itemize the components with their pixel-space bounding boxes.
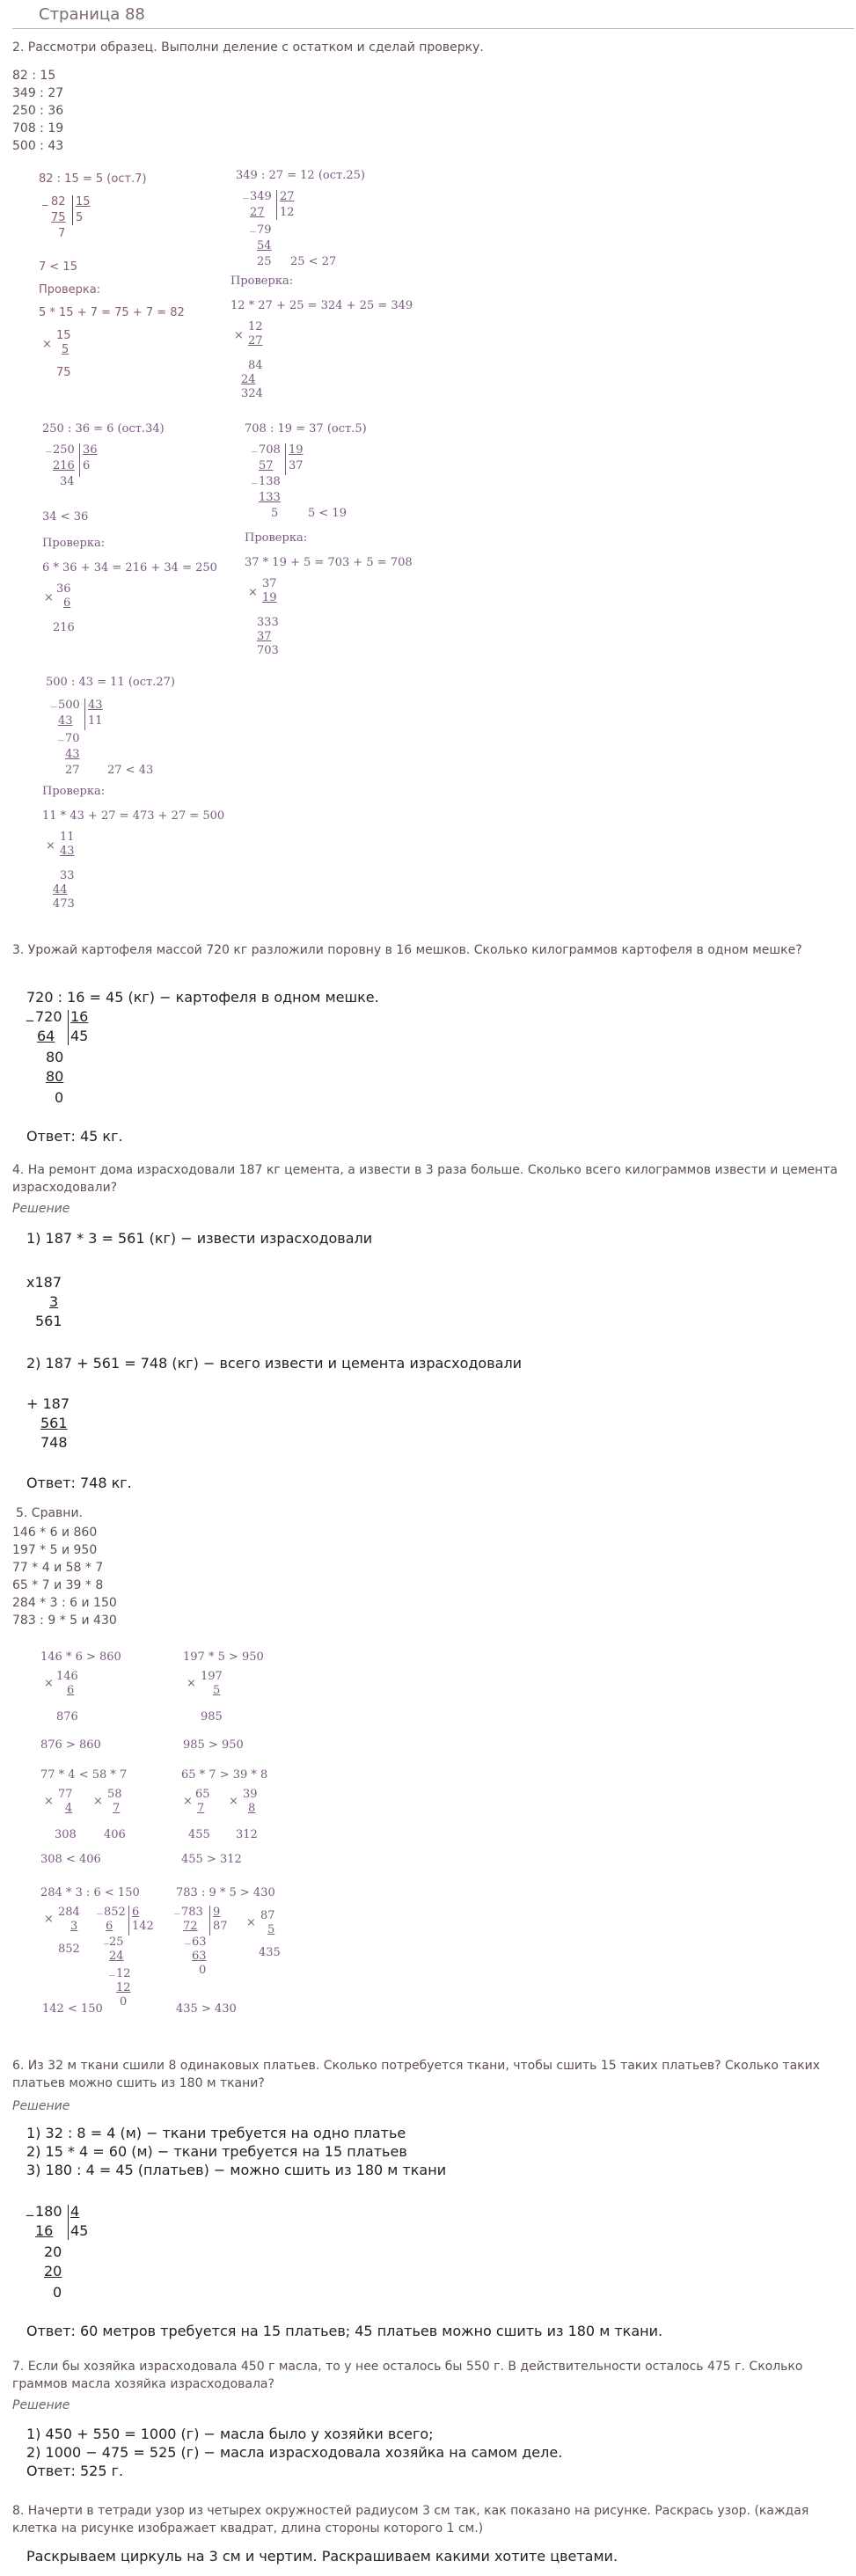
factor: 87 (260, 1909, 275, 1922)
division-bar (72, 195, 73, 225)
dividend: 82 (51, 195, 66, 209)
dividend: 783 (181, 1906, 203, 1919)
quotient: 12 (280, 206, 295, 219)
list-item: 65 * 7 и 39 * 8 (12, 1578, 104, 1592)
step-value: 24 (109, 1950, 124, 1963)
step-line: 3) 180 : 4 = 45 (платьев) − можно сшить из 180 м ткани (26, 2162, 447, 2178)
comparison: 455 > 312 (181, 1853, 242, 1866)
dividend: 708 (259, 443, 281, 457)
check-label: Проверка: (245, 531, 308, 545)
step-value: 12 (116, 1981, 131, 1994)
list-item: 82 : 15 (12, 69, 56, 83)
product: 852 (58, 1943, 80, 1956)
answer-line: Ответ: 525 г. (26, 2463, 124, 2479)
division-bar (84, 699, 85, 730)
step-value: 54 (257, 239, 272, 252)
dividend: 250 (53, 443, 75, 457)
example-title: 349 : 27 = 12 (ост.25) (236, 169, 365, 182)
factor: 3 (70, 1920, 78, 1933)
check-equation: 5 * 15 + 7 = 75 + 7 = 82 (39, 306, 185, 319)
subtrahend: 43 (58, 714, 73, 728)
comparison: 876 > 860 (40, 1738, 101, 1752)
example-title: 250 : 36 = 6 (ост.34) (42, 422, 165, 435)
comparison: 27 < 43 (107, 764, 154, 777)
step-value: 6 (106, 1920, 113, 1933)
divisor: 6 (132, 1906, 140, 1919)
factor: 39 (243, 1788, 258, 1801)
divisor: 43 (88, 699, 103, 712)
step-value: 12 (116, 1967, 131, 1980)
step-value: 80 (46, 1068, 64, 1085)
task6-steps (26, 2124, 446, 2179)
subtrahend: 27 (250, 206, 265, 219)
step-line: 2) 1000 − 475 = 525 (г) − масла израсходовала хозяйка на самом деле. (26, 2444, 563, 2461)
factor: 58 (107, 1788, 122, 1801)
factor: 284 (58, 1906, 80, 1919)
check-equation: 11 * 43 + 27 = 473 + 27 = 500 (42, 809, 225, 823)
quotient: 5 (76, 211, 84, 224)
dividend: 852 (104, 1906, 126, 1919)
factor: 12 (248, 320, 263, 333)
factor: 36 (56, 582, 71, 596)
task7-steps (26, 2425, 562, 2480)
header-divider (12, 28, 854, 29)
example-title: 500 : 43 = 11 (ост.27) (46, 676, 175, 689)
quotient: 45 (70, 1028, 89, 1044)
subtrahend: 75 (51, 211, 66, 224)
divisor: 15 (76, 195, 91, 209)
task2-question: 2. Рассмотри образец. Выполни деление с остатком и сделай проверку. (12, 40, 484, 55)
comparison: 142 < 150 (42, 2002, 103, 2016)
check-label: Проверка: (42, 537, 106, 550)
factor: 77 (58, 1788, 73, 1801)
product: 308 (55, 1828, 77, 1841)
list-item: 500 : 43 (12, 139, 64, 153)
check-label: Проверка: (39, 283, 101, 296)
product: 876 (56, 1710, 78, 1723)
divisor: 27 (280, 190, 295, 203)
step-value: 80 (46, 1049, 64, 1065)
remainder: 27 (65, 764, 80, 777)
product: 455 (188, 1828, 210, 1841)
check-equation: 37 * 19 + 5 = 703 + 5 = 708 (245, 556, 413, 569)
subtrahend: 216 (53, 459, 75, 472)
remainder: 25 (257, 255, 272, 268)
list-item: 708 : 19 (12, 121, 64, 135)
remainder: 5 (271, 507, 279, 520)
task3-line: 720 : 16 = 45 (кг) − картофеля в одном мешке. (26, 989, 379, 1006)
task5-question: 5. Сравни. (16, 1506, 84, 1520)
factor: 5 (213, 1684, 221, 1697)
dividend: 720 (35, 1008, 62, 1025)
partial-product: 44 (53, 883, 68, 896)
division-bar (128, 1906, 129, 1936)
quotient: 87 (213, 1920, 228, 1933)
remainder: 0 (55, 1089, 64, 1106)
step-value: 133 (259, 491, 281, 504)
list-item: 250 : 36 (12, 104, 64, 118)
quotient: 142 (132, 1920, 154, 1933)
remainder: 7 (58, 227, 66, 240)
product: 312 (236, 1828, 258, 1841)
dividend: 500 (58, 699, 80, 712)
subtrahend: 57 (259, 459, 274, 472)
check-label: Проверка: (230, 274, 294, 288)
list-item: 77 * 4 и 58 * 7 (12, 1561, 104, 1575)
product: 216 (53, 621, 75, 634)
factor: 7 (113, 1802, 121, 1815)
divisor: 36 (83, 443, 98, 457)
factor: 15 (56, 329, 71, 342)
task3-question: 3. Урожай картофеля массой 720 кг разложили поровну в 16 мешков. Сколько килограммов картофеля в одном мешке? (12, 943, 802, 957)
step-value: 63 (192, 1950, 207, 1963)
product: 703 (257, 644, 279, 657)
example-title: 708 : 19 = 37 (ост.5) (245, 422, 367, 435)
step-value: 20 (44, 2263, 62, 2280)
task6-question: 6. Из 32 м ткани сшили 8 одинаковых платьев. Сколько потребуется ткани, чтобы сшить 15 таких платьев? Сколько таких платьев можно сшить из 180 м ткани? (12, 2059, 820, 2090)
division-bar (79, 443, 80, 477)
subtrahend: 16 (35, 2222, 54, 2239)
quotient: 6 (83, 459, 91, 472)
list-item: 146 * 6 и 860 (12, 1526, 98, 1540)
step-line: 2) 15 * 4 = 60 (м) − ткани требуется на 15 платьев (26, 2143, 407, 2160)
comparison: 435 > 430 (176, 2002, 237, 2016)
division-bar (68, 1010, 69, 1045)
factor: 4 (65, 1802, 73, 1815)
quotient: 45 (70, 2222, 89, 2239)
product: 473 (53, 897, 75, 911)
task6-answer: Ответ: 60 метров требуется на 15 платьев; 45 платьев можно сшить из 180 м ткани. (26, 2323, 663, 2339)
factor: 197 (201, 1670, 223, 1683)
quotient: 11 (88, 714, 103, 728)
factor: 27 (248, 334, 263, 348)
comparison: 25 < 27 (290, 255, 337, 268)
remainder: 0 (199, 1964, 207, 1977)
task4-solution-label: Решение (12, 1202, 70, 1216)
factor: 6 (67, 1684, 75, 1697)
factor: 146 (56, 1670, 78, 1683)
step-value: 43 (65, 748, 80, 761)
factor: 5 (267, 1923, 275, 1936)
factor: 8 (248, 1802, 256, 1815)
check-equation: 12 * 27 + 25 = 324 + 25 = 349 (230, 299, 413, 312)
dividend: 349 (250, 190, 272, 203)
factor: x187 (26, 1274, 62, 1291)
list-item: 783 : 9 * 5 и 430 (12, 1614, 117, 1628)
factor: 65 (195, 1788, 210, 1801)
division-bar (209, 1906, 210, 1936)
addend: 561 (40, 1415, 68, 1431)
step-value: 63 (192, 1936, 207, 1949)
comparison: 308 < 406 (40, 1853, 101, 1866)
partial-product: 24 (241, 373, 256, 386)
addend: + 187 (26, 1395, 70, 1412)
task4-step1: 1) 187 * 3 = 561 (кг) − извести израсходовали (26, 1230, 373, 1247)
factor: 7 (197, 1802, 205, 1815)
product: 324 (241, 387, 263, 400)
task6-solution-label: Решение (12, 2099, 70, 2113)
partial-product: 84 (248, 359, 263, 372)
compare-title: 783 : 9 * 5 > 430 (176, 1886, 275, 1899)
comparison: 34 < 36 (42, 510, 89, 523)
compare-title: 65 * 7 > 39 * 8 (181, 1768, 268, 1782)
divisor: 4 (70, 2203, 80, 2220)
factor: 6 (63, 596, 71, 610)
divisor: 19 (289, 443, 304, 457)
example-title: 82 : 15 = 5 (ост.7) (39, 172, 147, 186)
sum: 748 (40, 1434, 68, 1451)
task2-list (12, 67, 63, 155)
remainder: 0 (53, 2284, 62, 2301)
task4-question: 4. На ремонт дома израсходовали 187 кг цемента, а извести в 3 раза больше. Сколько всего килограммов извести и цемента израсходовали? (12, 1163, 838, 1195)
divisor: 9 (213, 1906, 221, 1919)
partial-product: 333 (257, 616, 279, 629)
check-label: Проверка: (42, 785, 106, 798)
task4-answer: Ответ: 748 кг. (26, 1475, 132, 1491)
factor: 19 (262, 591, 277, 604)
comparison: 985 > 950 (183, 1738, 244, 1752)
partial-product: 33 (60, 869, 75, 882)
step-line: 1) 450 + 550 = 1000 (г) − масла было у хозяйки всего; (26, 2426, 434, 2442)
dividend: 180 (35, 2203, 62, 2220)
compare-title: 146 * 6 > 860 (40, 1650, 121, 1664)
division-bar (276, 190, 277, 220)
product: 406 (104, 1828, 126, 1841)
division-bar (285, 443, 286, 475)
task8-answer: Раскрываем циркуль на 3 см и чертим. Раскрашиваем какими хотите цветами. (26, 2548, 618, 2565)
compare-title: 77 * 4 < 58 * 7 (40, 1768, 128, 1782)
task7-solution-label: Решение (12, 2398, 70, 2412)
page-title: Страница 88 (39, 5, 145, 24)
remainder: 34 (60, 475, 75, 488)
product: 985 (201, 1710, 223, 1723)
step-value: 20 (44, 2243, 62, 2260)
list-item: 197 * 5 и 950 (12, 1543, 98, 1557)
remainder: 0 (120, 1995, 128, 2009)
task3-answer: Ответ: 45 кг. (26, 1128, 123, 1145)
step-value: 70 (65, 732, 80, 745)
factor: 37 (262, 577, 277, 590)
partial-product: 37 (257, 630, 272, 643)
quotient: 37 (289, 459, 304, 472)
divisor: 16 (70, 1008, 89, 1025)
subtrahend: 64 (37, 1028, 55, 1044)
task8-question: 8. Начерти в тетради узор из четырех окружностей радиусом 3 см так, как показано на рисунке. Раскрась узор. (каждая клетка на рисунке изображает квадрат, длина стороны которого 1 см.) (12, 2504, 809, 2536)
step-value: 138 (259, 475, 281, 488)
check-equation: 6 * 36 + 34 = 216 + 34 = 250 (42, 561, 217, 574)
factor: 5 (62, 343, 70, 356)
minus-sign: _ (42, 194, 48, 207)
multiply-sign: × (42, 338, 52, 351)
factor: 11 (60, 831, 75, 844)
step-value: 72 (183, 1920, 198, 1933)
division-bar (68, 2205, 69, 2240)
list-item: 284 * 3 : 6 и 150 (12, 1596, 117, 1610)
factor: 43 (60, 845, 75, 858)
comparison: 7 < 15 (39, 260, 77, 274)
task4-step2: 2) 187 + 561 = 748 (кг) − всего извести и цемента израсходовали (26, 1355, 523, 1372)
comparison: 5 < 19 (308, 507, 347, 520)
step-value: 25 (109, 1936, 124, 1949)
factor: 3 (49, 1293, 59, 1310)
compare-title: 284 * 3 : 6 < 150 (40, 1886, 140, 1899)
task5-list (12, 1524, 117, 1629)
product: 561 (35, 1313, 62, 1329)
product: 75 (56, 366, 71, 379)
step-line: 1) 32 : 8 = 4 (м) − ткани требуется на одно платье (26, 2125, 406, 2141)
product: 435 (259, 1946, 281, 1959)
step-value: 79 (257, 223, 272, 237)
task7-question: 7. Если бы хозяйка израсходовала 450 г масла, то у нее осталось бы 550 г. В действительности осталось 475 г. Сколько граммов масла хозяйка израсходовала? (12, 2360, 803, 2391)
compare-title: 197 * 5 > 950 (183, 1650, 264, 1664)
list-item: 349 : 27 (12, 86, 64, 100)
